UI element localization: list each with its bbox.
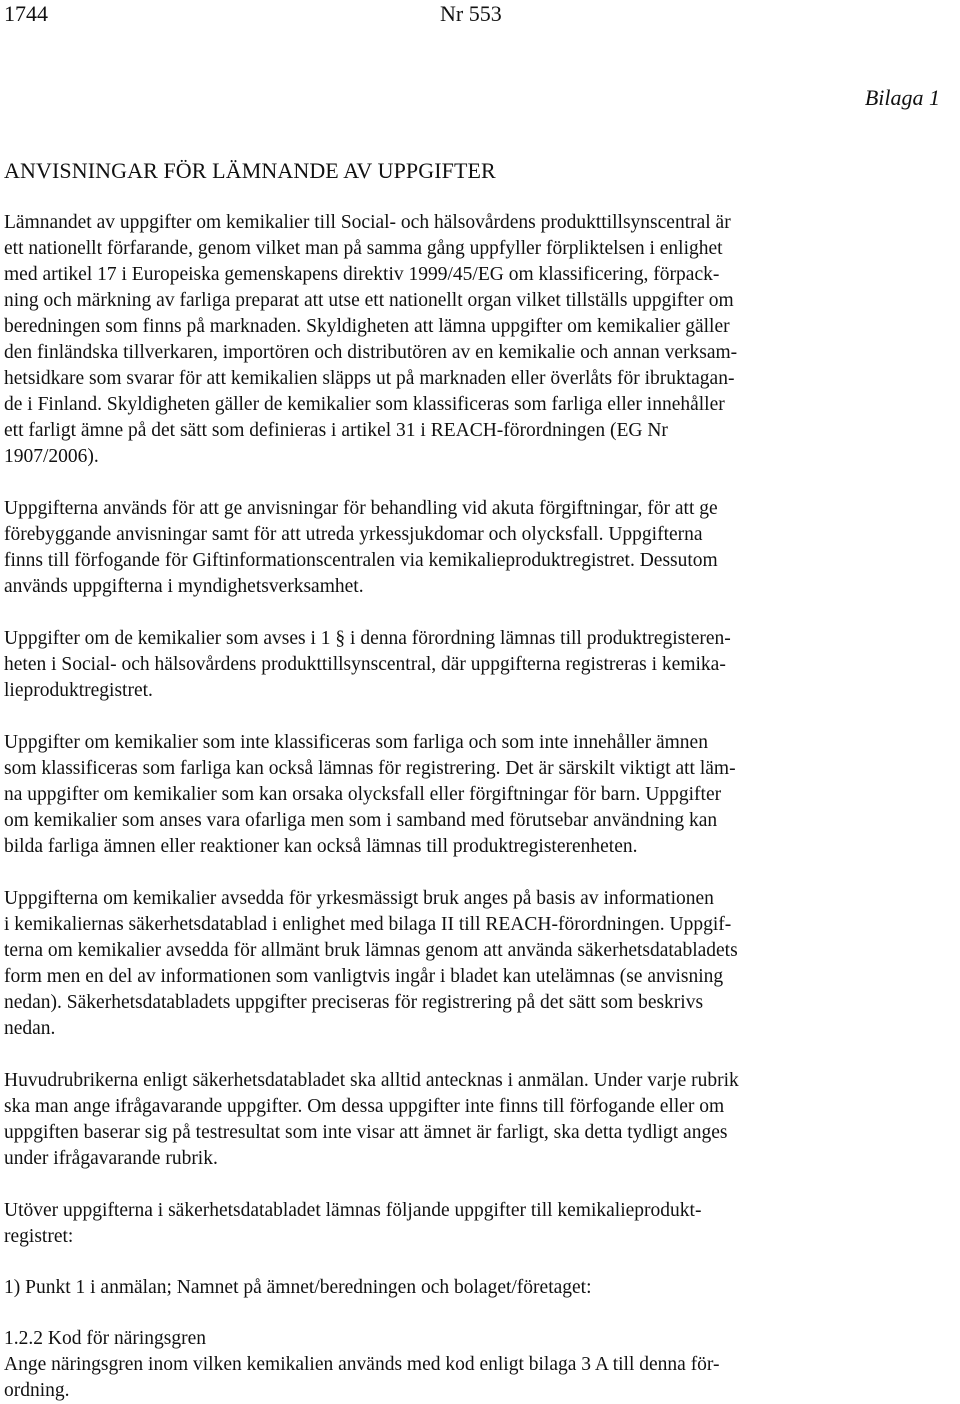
paragraph	[4, 626, 956, 704]
text-line: form men en del av informationen som vanligtvis ingår i bladet kan utelämnas (se anvisning	[4, 966, 724, 987]
text-line: som klassificeras som farliga kan också lämnas för registrering. Det är särskilt viktigt att läm-	[4, 758, 736, 779]
text-line: de i Finland. Skyldigheten gäller de kemikalier som klassificeras som farliga eller innehåller	[4, 394, 725, 415]
paragraph	[4, 1326, 956, 1404]
paragraph	[4, 1068, 956, 1172]
paragraph-gap	[4, 1301, 956, 1326]
page-number: 1744	[4, 1, 48, 26]
text-line: ordning.	[4, 1380, 70, 1401]
text-line: beredningen som finns på marknaden. Skyldigheten att lämna uppgifter om kemikalier gäller	[4, 316, 730, 337]
text-line: förebyggande anvisningar samt för att utreda yrkessjukdomar och olycksfall. Uppgifterna	[4, 524, 703, 545]
text-line: Uppgifter om de kemikalier som avses i 1 § i denna förordning lämnas till produktregisteren-	[4, 628, 731, 649]
paragraph	[4, 886, 956, 1042]
text-line: nedan.	[4, 1018, 56, 1039]
paragraph	[4, 496, 956, 600]
text-line: Uppgifterna om kemikalier avsedda för yrkesmässigt bruk anges på basis av informationen	[4, 888, 714, 909]
text-line: ett farligt ämne på det sätt som definieras i artikel 31 i REACH-förordningen (EG Nr	[4, 420, 668, 441]
document-number: Nr 553	[440, 1, 502, 26]
text-line: ning och märkning av farliga preparat att utse ett nationellt organ vilket tillställs uppgifter om	[4, 290, 734, 311]
text-line: med artikel 17 i Europeiska gemenskapens direktiv 1999/45/EG om klassificering, förpack-	[4, 264, 720, 285]
text-line: 1907/2006).	[4, 446, 99, 467]
text-line: uppgiften baserar sig på testresultat som inte visar att ämnet är farligt, ska detta tydligt anges	[4, 1122, 728, 1143]
text-line: ett nationellt förfarande, genom vilket man på samma gång uppfyller förpliktelsen i enlighet	[4, 238, 723, 259]
text-line: Utöver uppgifterna i säkerhetsdatabladet lämnas följande uppgifter till kemikalieprodukt-	[4, 1200, 702, 1221]
text-line: Ange näringsgren inom vilken kemikalien används med kod enligt bilaga 3 A till denna för-	[4, 1354, 720, 1375]
text-line: används uppgifterna i myndighetsverksamhet.	[4, 576, 364, 597]
paragraph	[4, 210, 956, 470]
text-line: Lämnandet av uppgifter om kemikalier till Social- och hälsovårdens produkttillsynscentral är	[4, 212, 731, 233]
text-line: lieproduktregistret.	[4, 680, 153, 701]
text-line: na uppgifter om kemikalier som kan orsaka olycksfall eller förgiftningar för barn. Uppgifter	[4, 784, 722, 805]
text-line: 1) Punkt 1 i anmälan; Namnet på ämnet/beredningen och bolaget/företaget:	[4, 1277, 592, 1298]
text-line: om kemikalier som anses vara ofarliga men som i samband med förutsebar användning kan	[4, 810, 718, 831]
document-body	[4, 210, 956, 1404]
paragraph-gap	[4, 1250, 956, 1275]
text-line: i kemikaliernas säkerhetsdatablad i enlighet med bilaga II till REACH-förordningen. Uppgif-	[4, 914, 732, 935]
paragraph	[4, 730, 956, 860]
paragraph-gap	[4, 470, 956, 496]
text-line: bilda farliga ämnen eller reaktioner kan också lämnas till produktregisterenheten.	[4, 836, 638, 857]
paragraph-gap	[4, 860, 956, 886]
text-line: ska man ange ifrågavarande uppgifter. Om dessa uppgifter inte finns till förfogande eller om	[4, 1096, 725, 1117]
paragraph	[4, 1198, 956, 1250]
text-line: nedan). Säkerhetsdatabladets uppgifter preciseras för registrering på det sätt som beskrivs	[4, 992, 704, 1013]
text-line: Huvudrubrikerna enligt säkerhetsdatabladet ska alltid antecknas i anmälan. Under varje rubrik	[4, 1070, 739, 1091]
paragraph-gap	[4, 600, 956, 626]
text-line: registret:	[4, 1226, 74, 1247]
paragraph	[4, 1275, 956, 1301]
page-title: ANVISNINGAR FÖR LÄMNANDE AV UPPGIFTER	[4, 158, 496, 183]
text-line: heten i Social- och hälsovårdens produkttillsynscentral, där uppgifterna registreras i kemika-	[4, 654, 726, 675]
text-line: den finländska tillverkaren, importören och distributören av en kemikalie och annan verksam-	[4, 342, 738, 363]
annex-label: Bilaga 1	[864, 85, 940, 110]
paragraph-gap	[4, 1172, 956, 1198]
paragraph-gap	[4, 704, 956, 730]
paragraph-gap	[4, 1042, 956, 1068]
text-line: terna om kemikalier avsedda för allmänt bruk lämnas genom att använda säkerhetsdatabladets	[4, 940, 738, 961]
section-heading: 1.2.2 Kod för näringsgren	[4, 1328, 206, 1349]
text-line: finns till förfogande för Giftinformationscentralen via kemikalieproduktregistret. Dessutom	[4, 550, 718, 571]
text-line: Uppgifterna används för att ge anvisningar för behandling vid akuta förgiftningar, för att ge	[4, 498, 718, 519]
text-line: hetsidkare som svarar för att kemikalien släpps ut på marknaden eller överlåts för ibruktagan-	[4, 368, 735, 389]
text-line: Uppgifter om kemikalier som inte klassificeras som farliga och som inte innehåller ämnen	[4, 732, 708, 753]
text-line: under ifrågavarande rubrik.	[4, 1148, 218, 1169]
